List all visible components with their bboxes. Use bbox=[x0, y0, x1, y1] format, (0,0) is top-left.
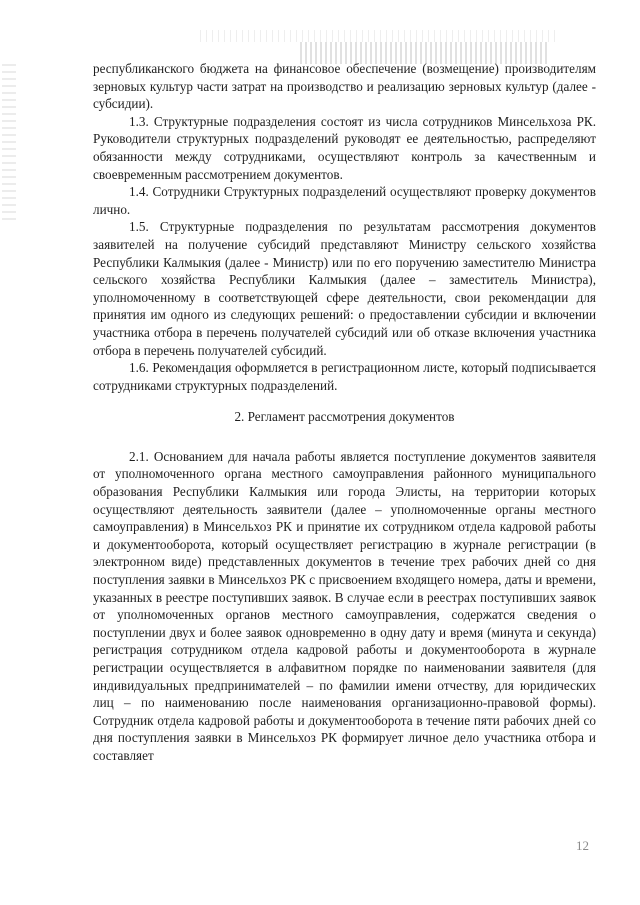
section-2-heading: 2. Регламент рассмотрения документов bbox=[234, 409, 455, 425]
paragraph-1-3: 1.3. Структурные подразделения состоят из числа сотрудников Минсельхоза РК. Руководители структурных подразделений руководят ее деятельностью, распределяют обязанности между сотрудниками, осуществляют контроль за качественным и своевременным рассмотрением документов. bbox=[93, 113, 596, 182]
paragraph-1-6: 1.6. Рекомендация оформляется в регистрационном листе, который подписывается сотрудниками структурных подразделений. bbox=[93, 360, 596, 393]
scan-artifact-top-faint bbox=[200, 30, 560, 42]
document-body bbox=[93, 60, 596, 765]
paragraph-2-1: 2.1. Основанием для начала работы является поступление документов заявителя от уполномоченного органа местного самоуправления районного муниципального образования Республики Калмыкия или города Элисты, на территории которых осуществляют деятельность заявители (далее – уполномоченные органы местного самоуправления) в Минсельхоз РК и принятие их сотрудником отдела кадровой работы и документооборота, который осуществляет регистрацию в журнале регистрации (в электронном виде) представленных документов в течение трех рабочих дней со дня поступления заявки в Минсельхоз РК с присвоением входящего номера, даты и времени, указанных в реестре поступивших заявок. В случае если в реестрах поступивших заявок от уполномоченных органов местного самоуправления, содержатся сведения о поступлении двух и более заявок одновременно в одну дату и время (минута и секунда) регистрация сотрудником отдела кадровой работы и документооборота в журнале регистрации осуществляется в алфавитном порядке по наименовании заявителя (для индивидуальных предпринимателей – по фамилии имени отчеству, для юридических лиц – по наименованию после наименования организационно-правовой формы). Сотрудник отдела кадровой работы и документооборота в течение пяти рабочих дней со дня поступления заявки в Минсельхоз РК формирует личное дело участника отбора и составляет bbox=[93, 448, 596, 763]
paragraph-1-5: 1.5. Структурные подразделения по результатам рассмотрения документов заявителей на получение субсидий представляют Министру сельского хозяйства Республики Калмыкия (далее - Министр) или по его поручению заместителю Министра сельского хозяйства Республики Калмыкия (далее – заместитель Министра), уполномоченному в соответствующей сфере деятельности, свои рекомендации для принятия им одного из следующих решений: о предоставлении субсидии и включении участника отбора в перечень получателей субсидий или об отказе включения участника отбора в перечень получателей субсидий. bbox=[93, 219, 596, 358]
page-number: 12 bbox=[576, 838, 589, 853]
paragraph-continuation: республиканского бюджета на финансовое обеспечение (возмещение) производителям зерновых культур части затрат на производство и реализацию зерновых культур (далее - субсидии). bbox=[93, 61, 596, 112]
paragraph-1-4: 1.4. Сотрудники Структурных подразделений осуществляют проверку документов лично. bbox=[93, 184, 596, 217]
scan-artifact-left bbox=[2, 60, 16, 220]
